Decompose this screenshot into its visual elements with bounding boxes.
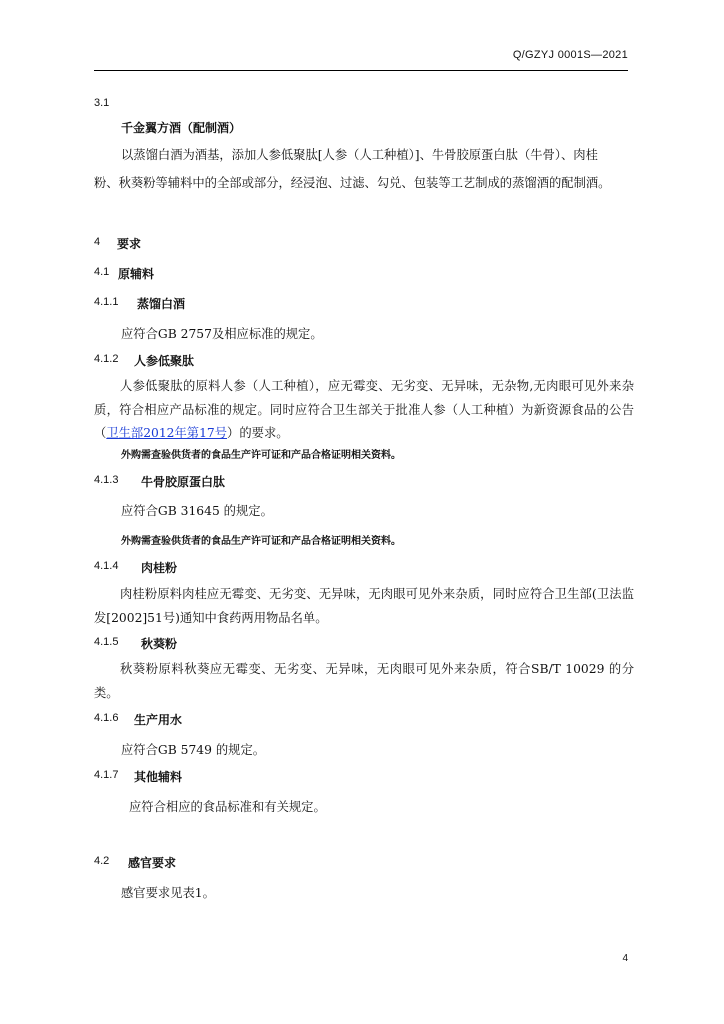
- section-4-2-title: 感官要求: [128, 856, 177, 870]
- section-4-1-3-title: 牛骨胶原蛋白肽: [141, 475, 226, 489]
- section-4-1-6-text: 应符合GB 5749 的规定。: [121, 743, 266, 757]
- section-3-1-number: 3.1: [94, 97, 110, 109]
- section-4-1-7-number: 4.1.7: [94, 769, 119, 781]
- section-4-1-4-title: 肉桂粉: [141, 561, 178, 575]
- section-4-2-text: 感官要求见表1。: [121, 886, 215, 900]
- section-4-1-2-title: 人参低聚肽: [134, 354, 195, 368]
- standard-code: Q/GZYJ 0001S—2021: [512, 49, 628, 61]
- section-4-1-1-title: 蒸馏白酒: [137, 297, 186, 311]
- section-4-1-2-number: 4.1.2: [94, 353, 119, 365]
- section-4-1-5-number: 4.1.5: [94, 636, 119, 648]
- header-rule: [94, 70, 628, 71]
- section-4-1-7-text: 应符合相应的食品标准和有关规定。: [129, 800, 326, 814]
- section-4-1-3-number: 4.1.3: [94, 474, 119, 486]
- section-4-1-1-number: 4.1.1: [94, 296, 119, 308]
- section-4-number: 4: [94, 236, 101, 248]
- section-4-1-2-text: 人参低聚肽的原料人参（人工种植），应无霉变、无劣变、无异味，无杂物,无肉眼可见外来杂质，符合相应产品标准的规定。同时应符合卫生部关于批准人参（人工种植）为新资源食品的公告（: [94, 379, 634, 440]
- section-4-1-5-title: 秋葵粉: [141, 637, 178, 651]
- section-3-1-line-1: 以蒸馏白酒为酒基，添加人参低聚肽[人参（人工种植）]、牛骨胶原蛋白肽（牛骨）、肉桂: [121, 148, 598, 162]
- section-4-1-6-number: 4.1.6: [94, 712, 119, 724]
- page-number: 4: [622, 953, 628, 964]
- section-4-1-6-title: 生产用水: [134, 713, 183, 727]
- section-4-1-number: 4.1: [94, 266, 110, 278]
- section-4-1-2-text-end: ）的要求。: [227, 426, 289, 440]
- section-4-1-title: 原辅料: [118, 267, 155, 281]
- section-3-1-line-2: 粉、秋葵粉等辅料中的全部或部分，经浸泡、过滤、勾兑、包装等工艺制成的蒸馏酒的配制酒。: [94, 176, 611, 190]
- section-4-1-2-note: 外购需查验供货者的食品生产许可证和产品合格证明相关资料。: [121, 450, 401, 461]
- section-4-1-4-number: 4.1.4: [94, 560, 119, 572]
- section-4-1-5-paragraph: 秋葵粉原料秋葵应无霉变、无劣变、无异味，无肉眼可见外来杂质，符合SB/T 10029 的分类。: [94, 662, 634, 700]
- announcement-link[interactable]: 卫生部2012年第17号: [106, 426, 228, 440]
- section-4-1-2-paragraph: [94, 375, 634, 446]
- section-4-1-1-text: 应符合GB 2757及相应标准的规定。: [121, 327, 323, 341]
- section-3-1-title: 千金翼方酒（配制酒）: [121, 121, 242, 135]
- section-4-1-7-title: 其他辅料: [134, 770, 183, 784]
- section-4-1-4-paragraph: 肉桂粉原料肉桂应无霉变、无劣变、无异味，无肉眼可见外来杂质，同时应符合卫生部(卫法监发[2002]51号)通知中食药两用物品名单。: [94, 587, 634, 625]
- section-4-1-3-text: 应符合GB 31645 的规定。: [121, 504, 273, 518]
- section-4-2-number: 4.2: [94, 855, 110, 867]
- section-4-title: 要求: [117, 237, 142, 251]
- section-4-1-3-note: 外购需查验供货者的食品生产许可证和产品合格证明相关资料。: [121, 536, 401, 547]
